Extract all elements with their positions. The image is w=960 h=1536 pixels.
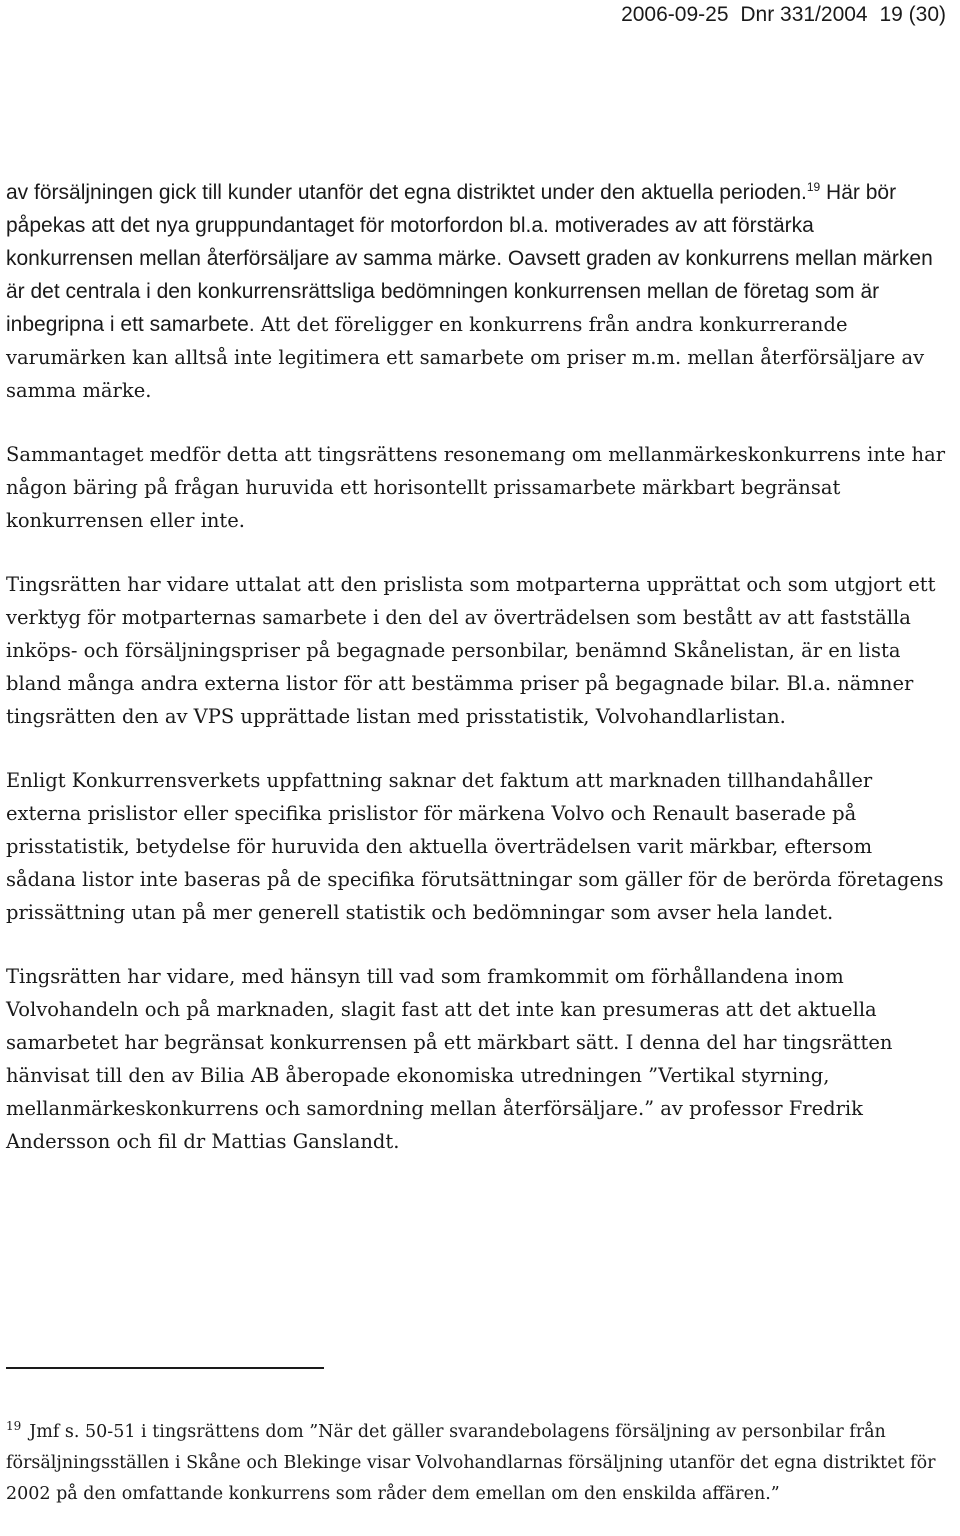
footnote xyxy=(6,1417,946,1510)
footnote-mark: 19 xyxy=(6,1419,22,1434)
footnote-text: Jmf s. 50-51 i tingsrättens dom ”När det gäller svarandebolagens försäljning av personbilar från försäljningsställen i Skåne och Blekinge visar Volvohandlarnas försäljning utanför det egna distriktet för 2002 på den omfattande konkurrens som råder dem emellan om den enskilda affären.” xyxy=(6,1422,936,1504)
paragraph-1: av försäljningen gick till kunder utanför det egna distriktet under den aktuella perioden.$^{19}$ Här bör påpekas att det nya gruppundantaget för motorfordon bl.a. motiverades av att förstärka konkurrensen mellan återförsäljare av samma märke. Oavsett graden av konkurrens mellan märken är det centrala i den konkurrensrättsliga bedömningen konkurrensen mellan de företag som är inbegripna i ett samarbete. Att det föreligger en konkurrens från andra konkurrerande varumärken kan alltså inte legitimera ett samarbete om priser m.m. mellan återförsäljare av samma märke. xyxy=(6,180,933,402)
paragraph-3: Sammantaget medför detta att tingsrättens resonemang om mellanmärkeskonkurrens inte har någon bäring på frågan huruvida ett horisontellt prissamarbete märkbart begränsat konkurrensen eller inte. xyxy=(6,443,946,532)
paragraph-5: Enligt Konkurrensverkets uppfattning saknar det faktum att marknaden tillhandahåller externa prislistor eller specifika prislistor för märkena Volvo och Renault baserade på prisstatistik, betydelse för huruvida den aktuella överträdelsen varit märkbar, eftersom sådana listor inte baseras på de specifika förutsättningar som gäller för de berörda företagens prissättning utan på mer generell statistik och bedömningar som avser hela landet. xyxy=(6,769,944,924)
paragraph-2-continuation: Att det föreligger en konkurrens från andra konkurrerande varumärken kan alltså inte legitimera ett samarbete om priser m.m. mellan återförsäljare av samma märke. xyxy=(6,313,925,402)
paragraph-4: Tingsrätten har vidare uttalat att den prislista som motparterna upprättat och som utgjort ett verktyg för motparternas samarbete i den del av överträdelsen som bestått av att fastställa inköps- och försäljningspriser på begagnade personbilar, benämnd Skånelistan, är en lista bland många andra externa listor för att bestämma priser på begagnade bilar. Bl.a. nämner tingsrätten den av VPS upprättade listan med prisstatistik, Volvohandlarlistan. xyxy=(6,573,936,728)
paragraph-6: Tingsrätten har vidare, med hänsyn till vad som framkommit om förhållandena inom Volvohandeln och på marknaden, slagit fast att det inte kan presumeras att det aktuella samarbetet har begränsat konkurrensen på ett märkbart sätt. I denna del har tingsrätten hänvisat till den av Bilia AB åberopade ekonomiska utredningen ”Vertikal styrning, mellanmärkeskonkurrens och samordning mellan återförsäljare.” av professor Fredrik Andersson och fil dr Mattias Ganslandt. xyxy=(6,965,893,1153)
header-date: 2006-09-25 xyxy=(621,3,729,26)
footnote-reference[interactable]: 19 xyxy=(806,180,821,194)
header-page-number: 19 (30) xyxy=(879,3,946,26)
header-dnr: Dnr 331/2004 xyxy=(740,3,868,26)
paragraph-2-start: Oavsett graden av konkurrens mellan märken är det centrala i den konkurrensrättsliga bedömningen konkurrensen mellan de företag som är inbegripna i ett samarbete. xyxy=(6,247,933,336)
page-header xyxy=(615,0,946,36)
footnote-separator xyxy=(6,1367,324,1369)
document-body xyxy=(6,176,946,1158)
